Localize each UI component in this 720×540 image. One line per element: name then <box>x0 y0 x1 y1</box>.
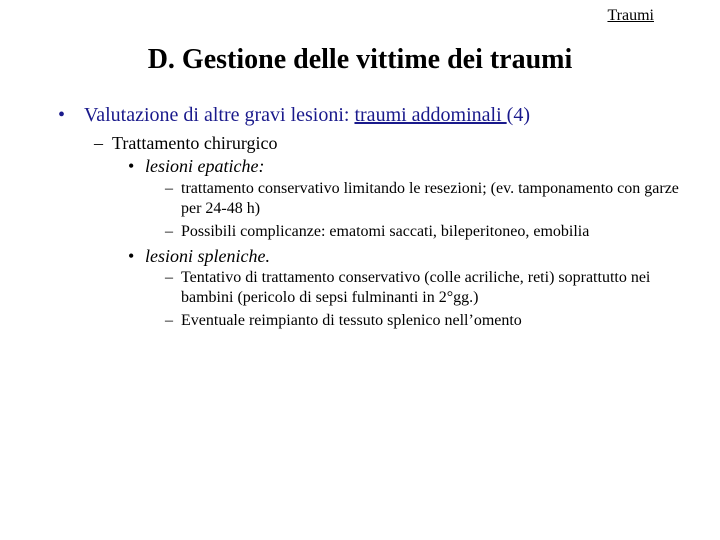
level2-item <box>94 132 277 154</box>
dash-icon: – <box>165 180 173 197</box>
list-item-text: Tentativo di trattamento conservativo (colle acriliche, reti) soprattutto nei bambini (pericolo di sepsi fulminanti in 2°gg.) <box>181 269 651 306</box>
list-item <box>165 222 685 242</box>
page-title: D. Gestione delle vittime dei traumi <box>147 44 573 75</box>
level1-suffix: (4) <box>506 104 530 126</box>
section-heading-splenic <box>128 245 270 267</box>
bullet-icon: • <box>128 246 135 266</box>
dash-icon: – <box>165 312 173 329</box>
list-item-text: Possibili complicanze: ematomi saccati, bileperitoneo, emobilia <box>181 223 590 240</box>
level1-bullet-item <box>58 102 530 128</box>
dash-icon: – <box>94 133 103 153</box>
section-heading-text: lesioni spleniche. <box>145 246 270 266</box>
list-item <box>165 311 685 331</box>
list-item-text: trattamento conservativo limitando le resezioni; (ev. tamponamento con garze per 24-48 h) <box>181 180 679 217</box>
list-item <box>165 179 685 219</box>
section-heading-text: lesioni epatiche: <box>145 156 265 176</box>
level1-prefix: Valutazione di altre gravi lesioni: <box>84 104 355 126</box>
level2-text: Trattamento chirurgico <box>112 133 278 153</box>
bullet-icon: • <box>128 156 135 176</box>
list-item <box>165 268 685 308</box>
list-item-text: Eventuale reimpianto di tessuto splenico nell’omento <box>181 312 522 329</box>
level1-underlined: traumi addominali <box>354 104 507 126</box>
bullet-icon: • <box>58 104 66 126</box>
section-heading-hepatic <box>128 155 264 177</box>
dash-icon: – <box>165 223 173 240</box>
header-tag: Traumi <box>607 7 654 24</box>
dash-icon: – <box>165 269 173 286</box>
